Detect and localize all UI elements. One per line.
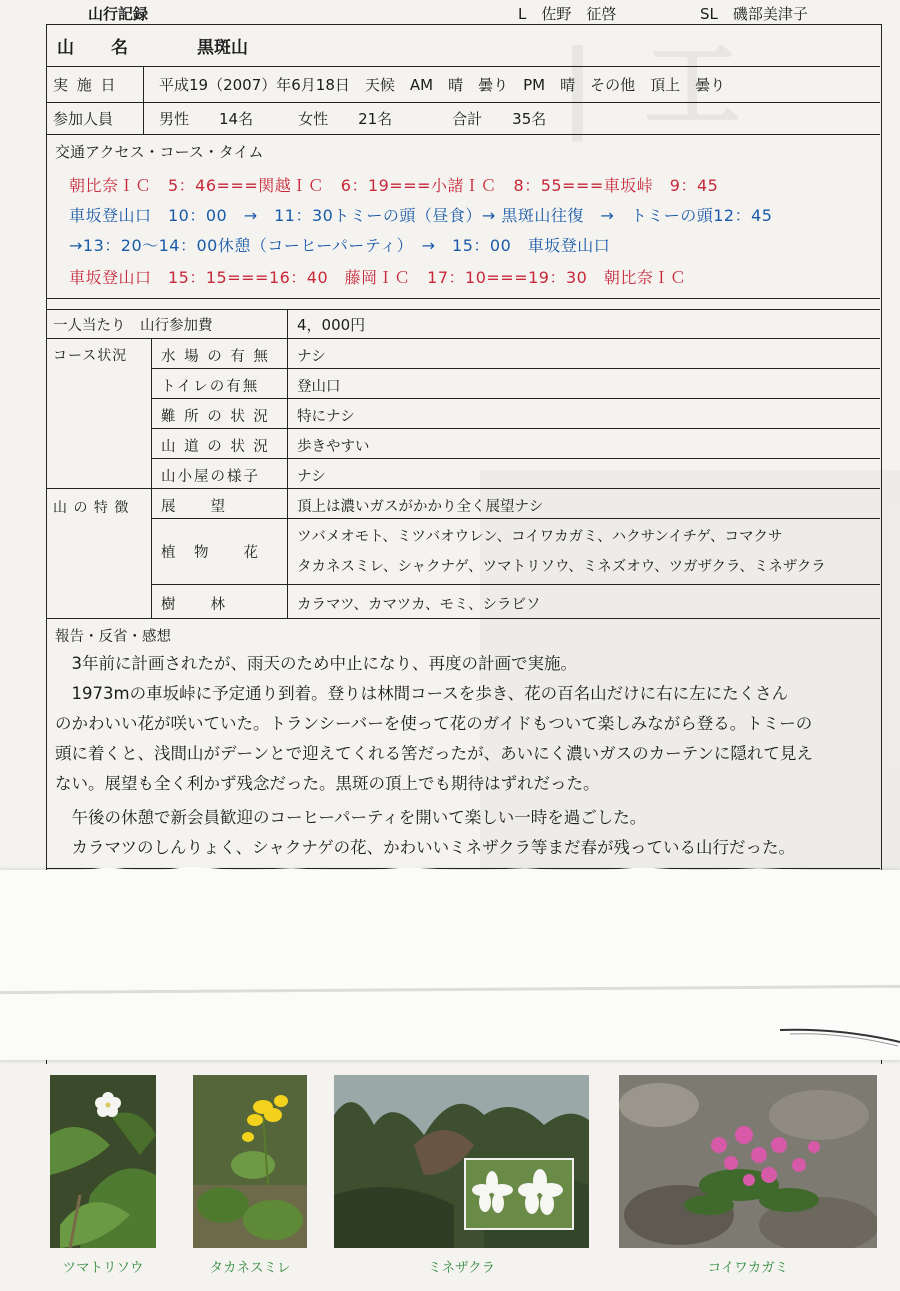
access-line-1: 朝比奈ＩＣ 5：46===関越ＩＣ 6：19===小諸ＩＣ 8：55===車坂峠 9：45	[69, 176, 719, 195]
access-title: 交通アクセス・コース・タイム	[55, 143, 264, 161]
report-line: 頭に着くと、浅間山がデーンとで迎えてくれる筈だったが、あいにく濃いガスのカーテンに隠れて見え	[55, 744, 813, 763]
features-section	[47, 489, 880, 619]
photo-caption: タカネスミレ	[209, 1260, 291, 1276]
access-line-3: →13：20〜14：00休憩（コーヒーパーティ） → 15：00 車坂登山口	[69, 236, 611, 255]
record-title: 山行記録	[88, 5, 149, 23]
course-item-value: ナシ	[297, 349, 326, 365]
report-line: 3年前に計画されたが、雨天のため中止になり、再度の計画で実施。	[55, 654, 577, 673]
fee-label: 一人当たり 山行参加費	[53, 317, 213, 334]
participants-row	[47, 103, 880, 135]
course-item-key: 水 場 の 有 無	[161, 349, 270, 365]
mountain-name-label: 山 名	[57, 38, 138, 58]
cherry-tree-photo	[334, 1075, 589, 1248]
white-flower-photo	[50, 1075, 156, 1248]
fee-row	[47, 309, 880, 339]
mountain-name-value: 黒斑山	[197, 38, 248, 58]
report-line: のかわいい花が咲いていた。トランシーバーを使って花のガイドもついて楽しみながら登る。トミーの	[55, 714, 813, 733]
course-item-value: 歩きやすい	[297, 439, 370, 455]
sub-leader-name: SL 磯部美津子	[700, 5, 808, 23]
participants-label: 参加人員	[53, 110, 114, 128]
paper-curl	[780, 1010, 900, 1050]
course-item-key: 難 所 の 状 況	[161, 409, 270, 425]
course-item	[151, 429, 880, 459]
course-item	[151, 399, 880, 429]
course-label: コース状況	[53, 348, 128, 364]
report-section	[47, 619, 880, 869]
course-item-key: 山 道 の 状 況	[161, 439, 270, 455]
feature-plants-line-2: タカネスミレ、シャクナゲ、ツマトリソウ、ミネズオウ、ツガザクラ、ミネザクラ	[297, 559, 826, 575]
photo-caption: ミネザクラ	[428, 1260, 495, 1276]
course-item-value: 特にナシ	[297, 409, 355, 425]
report-line: 1973mの車坂峠に予定通り到着。登りは林間コースを歩き、花の百名山だけに右に左にたくさん	[55, 684, 789, 703]
fee-value: 4，000円	[297, 315, 366, 334]
leader-name: L 佐野 征啓	[518, 5, 617, 23]
feature-trees-row	[151, 585, 880, 619]
date-label: 実 施 日	[53, 76, 118, 94]
date-value: 平成19（2007）年6月18日 天候 AM 晴 曇り PM 晴 その他 頂上 曇り	[159, 76, 726, 94]
course-item	[151, 369, 880, 399]
mountain-name-row	[47, 25, 880, 67]
photo-caption: ツマトリソウ	[62, 1260, 144, 1276]
yellow-violet-photo	[193, 1075, 307, 1248]
features-label: 山 の 特 徴	[53, 500, 130, 516]
course-item-value: 登山口	[297, 379, 341, 395]
torn-paper-overlay	[0, 870, 900, 1060]
feature-view-key: 展 望	[161, 499, 227, 515]
course-section	[47, 339, 880, 489]
pink-flower-photo	[619, 1075, 877, 1248]
feature-view-value: 頂上は濃いガスがかかり全く展望ナシ	[297, 499, 544, 515]
date-row	[47, 67, 880, 103]
access-line-4: 車坂登山口 15：15===16：40 藤岡ＩＣ 17：10===19：30 朝比奈ＩＣ	[69, 268, 687, 287]
report-title: 報告・反省・感想	[55, 629, 171, 645]
feature-plants-key: 植 物 花	[161, 545, 260, 561]
course-item-value: ナシ	[297, 469, 326, 485]
report-line: 午後の休憩で新会員歓迎のコーヒーパーティを開いて楽しい一時を過ごした。	[55, 808, 647, 827]
report-line: ない。展望も全く利かず残念だった。黒斑の頂上でも期待はずれだった。	[55, 774, 600, 793]
feature-plants-line-1: ツバメオモト、ミツバオウレン、コイワカガミ、ハクサンイチゲ、コマクサ	[297, 529, 783, 545]
course-item	[151, 339, 880, 369]
page-header	[0, 0, 900, 26]
participants-value: 男性 14名 女性 21名 合計 35名	[159, 110, 547, 128]
bleed-through-texture: | 工	[560, 30, 749, 142]
feature-trees-key: 樹 林	[161, 597, 227, 613]
feature-trees-value: カラマツ、カマツカ、モミ、シラビソ	[297, 597, 541, 613]
access-line-2: 車坂登山口 10：00 → 11：30トミーの頭（昼食）→ 黒斑山往復 → トミーの頭12：45	[69, 206, 773, 225]
feature-view-row	[151, 489, 880, 519]
course-item	[151, 459, 880, 489]
photo-caption: コイワカガミ	[707, 1260, 789, 1276]
report-line: カラマツのしんりょく、シャクナゲの花、かわいいミネザクラ等まだ春が残っている山行だった。	[55, 838, 796, 857]
torn-edge-top	[0, 864, 900, 874]
access-section	[47, 135, 880, 299]
paper-fold-line	[0, 985, 900, 994]
course-item-key: トイレの有無	[161, 379, 260, 395]
course-item-key: 山小屋の様子	[161, 469, 260, 485]
feature-plants-row	[151, 519, 880, 585]
